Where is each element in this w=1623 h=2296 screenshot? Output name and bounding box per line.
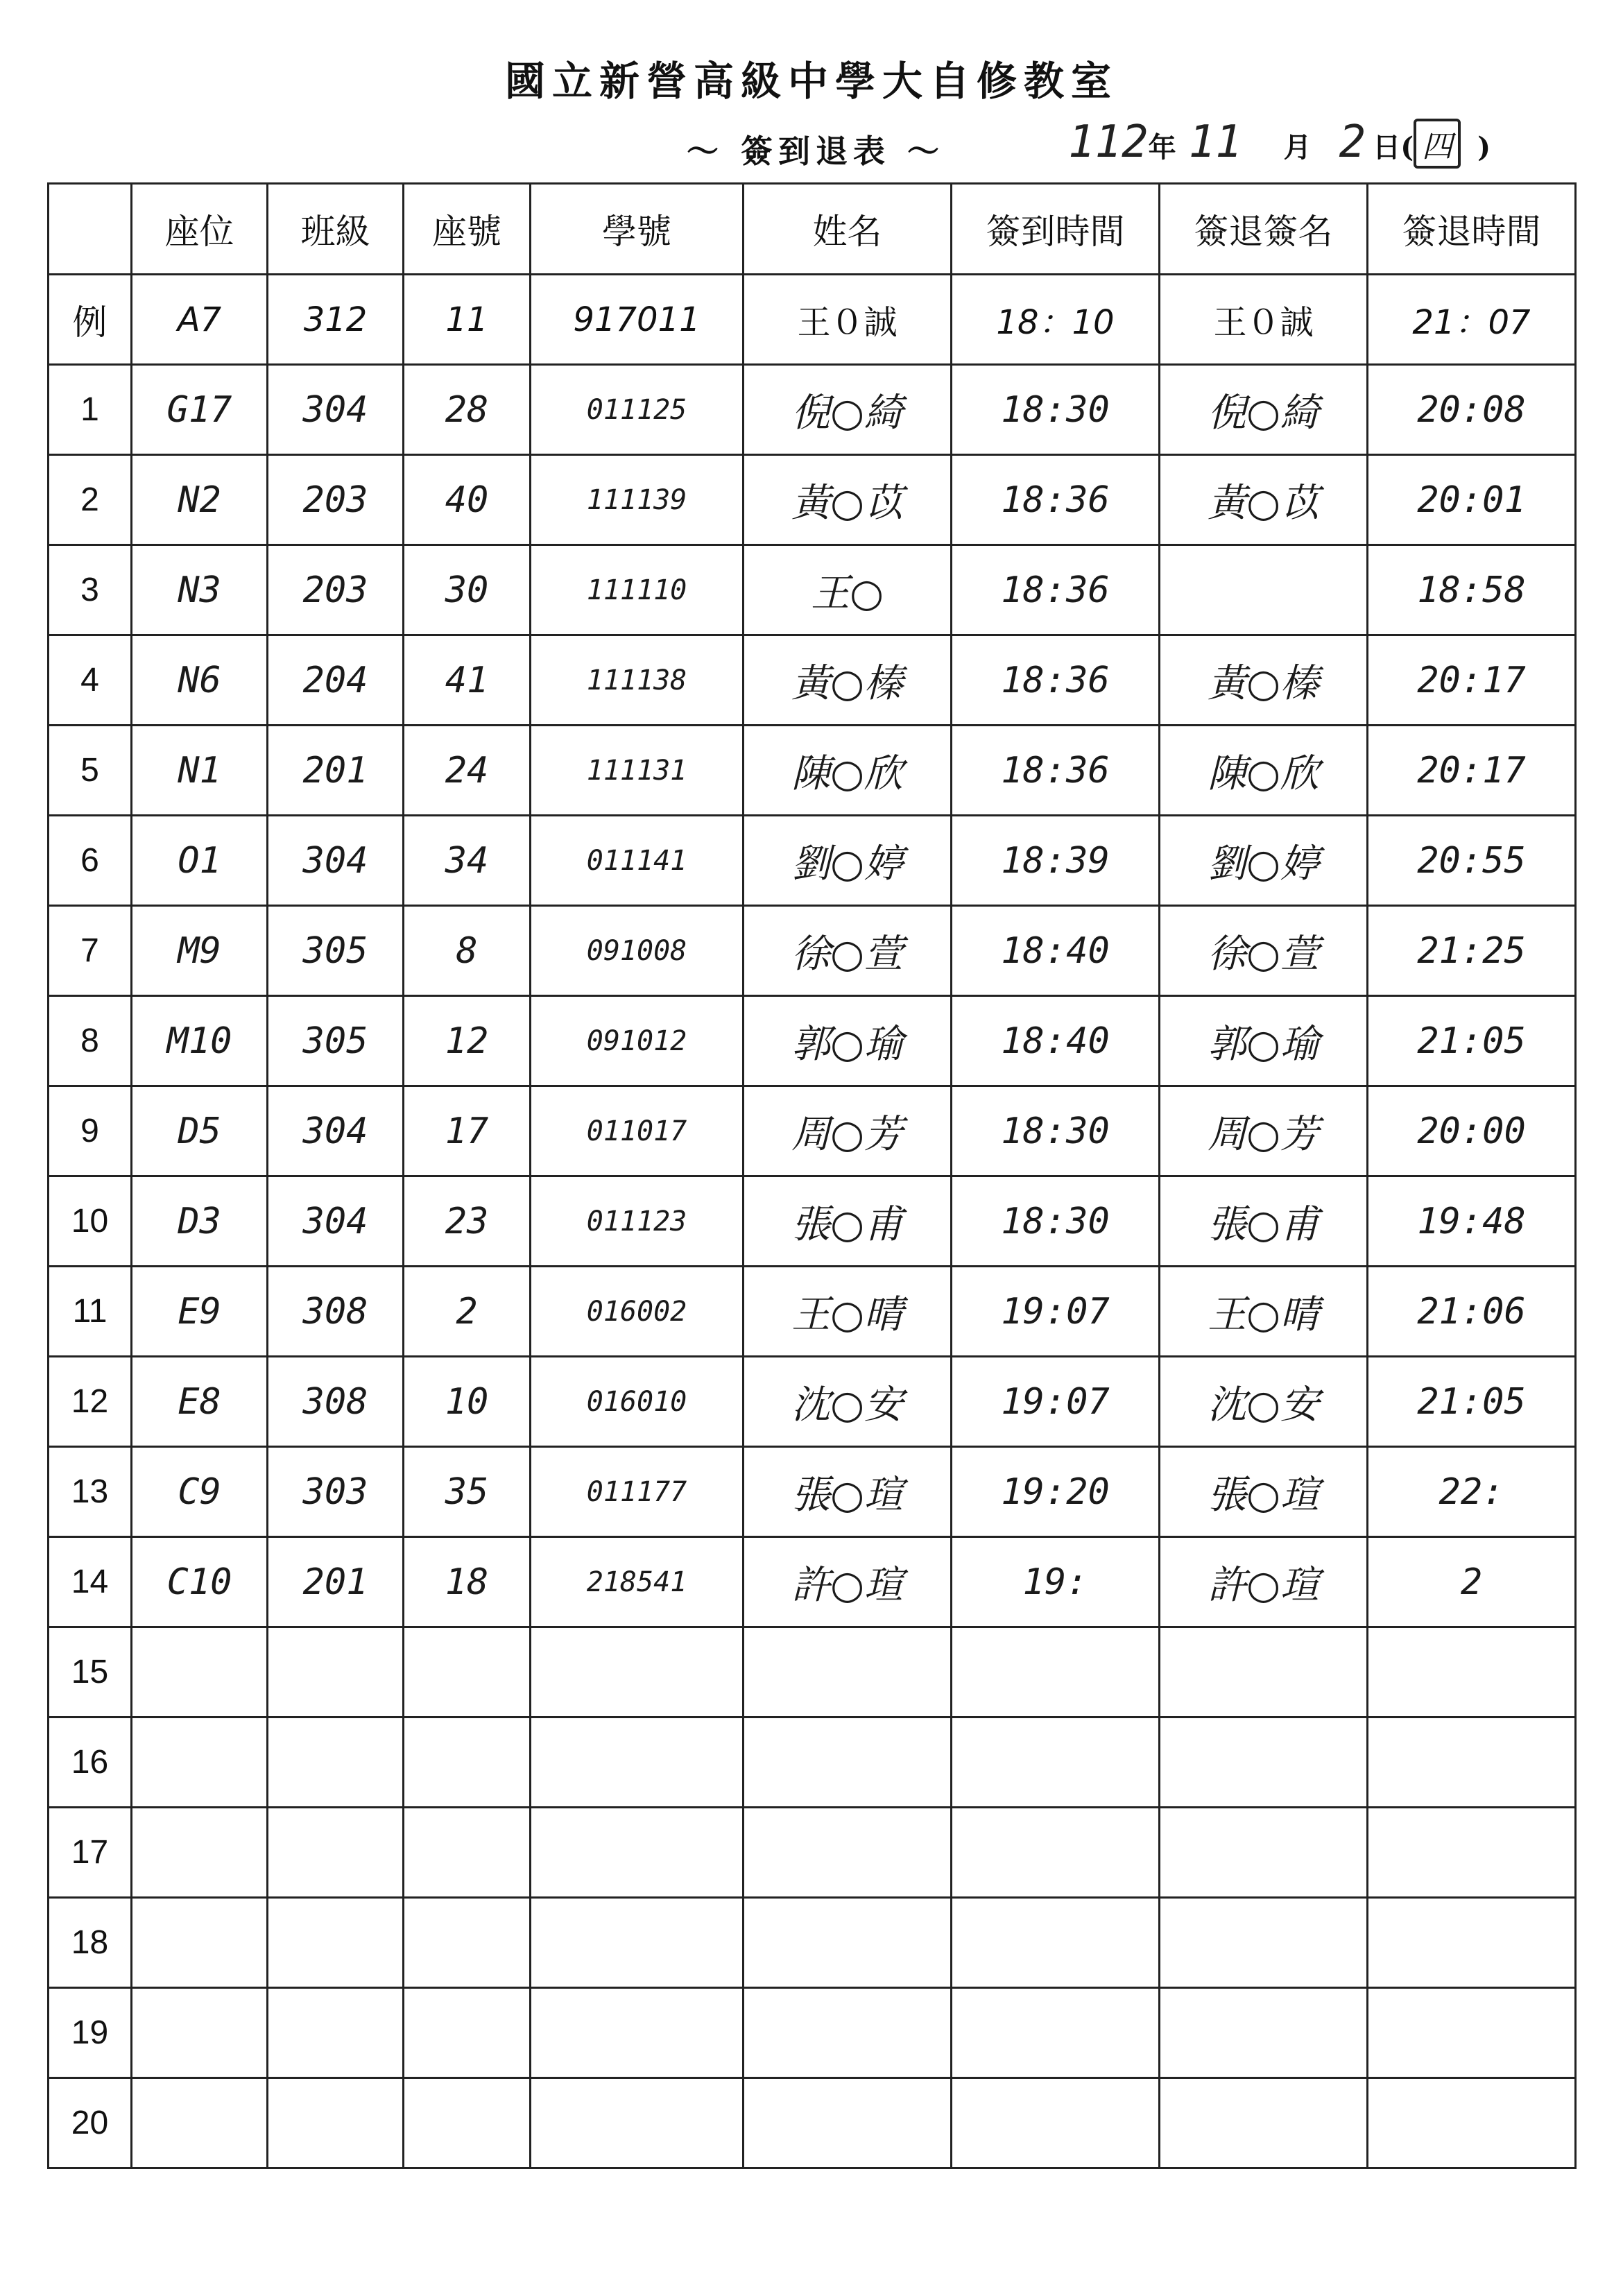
cell-sign-out-name: 張○甫 [1160, 1176, 1368, 1267]
table-row [49, 1357, 1576, 1447]
table-row [49, 816, 1576, 906]
row-number: 20 [49, 2078, 132, 2168]
row-number: 12 [49, 1357, 132, 1447]
cell-seat-no: 8 [404, 906, 531, 996]
table-row [49, 1898, 1576, 1988]
cell-name: 倪○綺 [744, 365, 952, 455]
cell-seat: N6 [132, 635, 268, 726]
cell-sign-out-time: 21:05 [1368, 1357, 1576, 1447]
cell-sign-out-time [1368, 1808, 1576, 1898]
cell-student-id [531, 1717, 744, 1808]
cell-seat-no: 28 [404, 365, 531, 455]
example-name: 王０誠 [744, 275, 952, 365]
cell-class: 204 [268, 635, 404, 726]
cell-sign-out-name: 許○瑄 [1160, 1537, 1368, 1627]
cell-sign-out-time: 20:17 [1368, 726, 1576, 816]
cell-sign-in-time: 18:40 [952, 906, 1160, 996]
page-subtitle: ～ 簽到退表 ～ [687, 132, 945, 170]
cell-seat-no: 24 [404, 726, 531, 816]
cell-name: 徐○萱 [744, 906, 952, 996]
cell-name: 王○晴 [744, 1267, 952, 1357]
cell-class: 304 [268, 816, 404, 906]
sign-in-table [47, 182, 1577, 2169]
cell-seat [132, 1717, 268, 1808]
table-row [49, 1717, 1576, 1808]
cell-student-id: 011125 [531, 365, 744, 455]
cell-seat-no [404, 1627, 531, 1717]
cell-seat-no [404, 1808, 531, 1898]
row-number: 10 [49, 1176, 132, 1267]
cell-seat-no: 30 [404, 545, 531, 635]
cell-seat: M10 [132, 996, 268, 1086]
table-header-row [49, 184, 1576, 275]
cell-sign-out-name: 劉○婷 [1160, 816, 1368, 906]
cell-seat-no: 17 [404, 1086, 531, 1176]
cell-sign-out-time: 2 [1368, 1537, 1576, 1627]
col-header-index [49, 184, 132, 275]
cell-seat: E9 [132, 1267, 268, 1357]
cell-sign-out-name: 徐○萱 [1160, 906, 1368, 996]
cell-name [744, 2078, 952, 2168]
cell-student-id: 011123 [531, 1176, 744, 1267]
cell-student-id: 016010 [531, 1357, 744, 1447]
table-row [49, 1627, 1576, 1717]
cell-name [744, 1898, 952, 1988]
cell-student-id [531, 1898, 744, 1988]
date-day-value: 2 [1339, 117, 1366, 168]
example-sign-out-name: 王０誠 [1160, 275, 1368, 365]
table-row [49, 2078, 1576, 2168]
cell-seat [132, 1627, 268, 1717]
cell-seat-no: 2 [404, 1267, 531, 1357]
cell-student-id: 011177 [531, 1447, 744, 1537]
row-number: 7 [49, 906, 132, 996]
table-row [49, 1988, 1576, 2078]
cell-student-id: 016002 [531, 1267, 744, 1357]
cell-seat-no: 10 [404, 1357, 531, 1447]
example-seat: A7 [132, 275, 268, 365]
cell-sign-out-name: 倪○綺 [1160, 365, 1368, 455]
cell-class: 201 [268, 1537, 404, 1627]
col-header-name: 姓名 [744, 184, 952, 275]
cell-class [268, 1808, 404, 1898]
cell-sign-out-name [1160, 1898, 1368, 1988]
cell-name [744, 1988, 952, 2078]
cell-sign-out-time [1368, 1898, 1576, 1988]
cell-seat-no: 23 [404, 1176, 531, 1267]
table-row [49, 455, 1576, 545]
cell-seat: N1 [132, 726, 268, 816]
cell-sign-in-time: 18:30 [952, 1086, 1160, 1176]
row-number: 6 [49, 816, 132, 906]
row-number: 1 [49, 365, 132, 455]
cell-class: 304 [268, 1086, 404, 1176]
cell-sign-out-time: 20:55 [1368, 816, 1576, 906]
cell-name: 陳○欣 [744, 726, 952, 816]
cell-class: 303 [268, 1447, 404, 1537]
table-row [49, 1537, 1576, 1627]
cell-seat: M9 [132, 906, 268, 996]
col-header-class: 班級 [268, 184, 404, 275]
cell-name [744, 1627, 952, 1717]
row-number: 2 [49, 455, 132, 545]
cell-sign-out-name: 周○芳 [1160, 1086, 1368, 1176]
date-line [1068, 117, 1491, 172]
cell-student-id [531, 2078, 744, 2168]
cell-sign-out-name [1160, 2078, 1368, 2168]
cell-sign-out-name: 王○晴 [1160, 1267, 1368, 1357]
cell-class [268, 1898, 404, 1988]
cell-student-id: 218541 [531, 1537, 744, 1627]
cell-sign-in-time: 18:36 [952, 726, 1160, 816]
cell-sign-in-time: 18:36 [952, 545, 1160, 635]
date-open-paren: ( [1400, 131, 1414, 164]
example-seat-no: 11 [404, 275, 531, 365]
cell-sign-in-time: 18:36 [952, 455, 1160, 545]
cell-sign-in-time: 18:36 [952, 635, 1160, 726]
cell-class: 304 [268, 365, 404, 455]
cell-class: 305 [268, 996, 404, 1086]
cell-sign-out-name: 黃○苡 [1160, 455, 1368, 545]
col-header-sign-out-time: 簽退時間 [1368, 184, 1576, 275]
cell-seat [132, 1808, 268, 1898]
row-number: 17 [49, 1808, 132, 1898]
cell-sign-in-time [952, 2078, 1160, 2168]
table-row [49, 545, 1576, 635]
cell-sign-in-time: 19:07 [952, 1357, 1160, 1447]
cell-student-id: 111139 [531, 455, 744, 545]
cell-student-id: 091008 [531, 906, 744, 996]
cell-class [268, 1717, 404, 1808]
cell-seat-no: 34 [404, 816, 531, 906]
cell-seat-no [404, 1988, 531, 2078]
cell-sign-in-time [952, 1898, 1160, 1988]
date-year-value: 112 [1068, 117, 1149, 168]
table-row [49, 365, 1576, 455]
cell-name: 許○瑄 [744, 1537, 952, 1627]
cell-sign-in-time: 19:07 [952, 1267, 1160, 1357]
table-row [49, 1086, 1576, 1176]
table-row [49, 635, 1576, 726]
table-row [49, 1176, 1576, 1267]
table-row [49, 1267, 1576, 1357]
cell-sign-in-time: 18:30 [952, 1176, 1160, 1267]
cell-sign-out-name [1160, 1988, 1368, 2078]
table-row [49, 726, 1576, 816]
cell-seat: D3 [132, 1176, 268, 1267]
cell-class: 203 [268, 455, 404, 545]
cell-name [744, 1717, 952, 1808]
cell-sign-out-name: 黃○榛 [1160, 635, 1368, 726]
cell-student-id: 111110 [531, 545, 744, 635]
cell-seat: G17 [132, 365, 268, 455]
cell-seat-no [404, 1717, 531, 1808]
cell-student-id [531, 1988, 744, 2078]
cell-sign-out-time [1368, 2078, 1576, 2168]
cell-name: 張○瑄 [744, 1447, 952, 1537]
row-number: 5 [49, 726, 132, 816]
cell-seat: N2 [132, 455, 268, 545]
cell-student-id: 011141 [531, 816, 744, 906]
table-row [49, 1808, 1576, 1898]
col-header-seat-no: 座號 [404, 184, 531, 275]
row-number: 9 [49, 1086, 132, 1176]
cell-sign-out-time: 20:17 [1368, 635, 1576, 726]
cell-class [268, 2078, 404, 2168]
cell-sign-in-time: 19: [952, 1537, 1160, 1627]
cell-seat-no: 40 [404, 455, 531, 545]
col-header-seat: 座位 [132, 184, 268, 275]
row-number: 8 [49, 996, 132, 1086]
example-sign-in-time: 18：10 [952, 275, 1160, 365]
cell-student-id: 111131 [531, 726, 744, 816]
cell-student-id: 091012 [531, 996, 744, 1086]
cell-name: 黃○榛 [744, 635, 952, 726]
cell-class: 308 [268, 1267, 404, 1357]
cell-sign-out-name [1160, 1627, 1368, 1717]
cell-name: 周○芳 [744, 1086, 952, 1176]
example-student-id: 917011 [531, 275, 744, 365]
cell-seat [132, 2078, 268, 2168]
cell-name [744, 1808, 952, 1898]
cell-sign-out-name: 沈○安 [1160, 1357, 1368, 1447]
cell-seat-no: 41 [404, 635, 531, 726]
cell-student-id: 111138 [531, 635, 744, 726]
cell-seat: C10 [132, 1537, 268, 1627]
cell-name: 黃○苡 [744, 455, 952, 545]
cell-sign-out-time: 20:00 [1368, 1086, 1576, 1176]
row-number: 3 [49, 545, 132, 635]
cell-seat: C9 [132, 1447, 268, 1537]
cell-sign-out-name: 陳○欣 [1160, 726, 1368, 816]
cell-sign-out-time: 18:58 [1368, 545, 1576, 635]
cell-student-id [531, 1808, 744, 1898]
cell-seat: O1 [132, 816, 268, 906]
cell-sign-in-time [952, 1808, 1160, 1898]
cell-sign-in-time: 18:40 [952, 996, 1160, 1086]
row-number: 19 [49, 1988, 132, 2078]
col-header-sign-in-time: 簽到時間 [952, 184, 1160, 275]
cell-sign-out-time: 20:01 [1368, 455, 1576, 545]
cell-sign-out-time: 21:06 [1368, 1267, 1576, 1357]
row-number: 15 [49, 1627, 132, 1717]
cell-name: 劉○婷 [744, 816, 952, 906]
date-day-label: 日 [1373, 131, 1401, 164]
cell-sign-in-time [952, 1627, 1160, 1717]
example-class: 312 [268, 275, 404, 365]
cell-sign-out-time [1368, 1717, 1576, 1808]
cell-class: 308 [268, 1357, 404, 1447]
cell-sign-out-time: 21:25 [1368, 906, 1576, 996]
date-month-value: 11 [1188, 117, 1242, 168]
cell-seat-no [404, 1898, 531, 1988]
cell-student-id [531, 1627, 744, 1717]
cell-sign-out-name: 郭○瑜 [1160, 996, 1368, 1086]
date-month-label: 月 [1283, 131, 1312, 164]
date-weekday-value: 四 [1414, 119, 1461, 169]
col-header-student-id: 學號 [531, 184, 744, 275]
cell-seat: N3 [132, 545, 268, 635]
cell-class: 201 [268, 726, 404, 816]
cell-sign-in-time [952, 1988, 1160, 2078]
cell-name: 王○ [744, 545, 952, 635]
table-row [49, 906, 1576, 996]
cell-seat-no: 18 [404, 1537, 531, 1627]
cell-seat-no: 12 [404, 996, 531, 1086]
cell-sign-out-name [1160, 1808, 1368, 1898]
cell-student-id: 011017 [531, 1086, 744, 1176]
cell-sign-out-time [1368, 1627, 1576, 1717]
cell-name: 張○甫 [744, 1176, 952, 1267]
cell-class [268, 1988, 404, 2078]
cell-sign-in-time: 18:39 [952, 816, 1160, 906]
row-number: 16 [49, 1717, 132, 1808]
cell-seat-no [404, 2078, 531, 2168]
cell-seat: D5 [132, 1086, 268, 1176]
cell-class: 304 [268, 1176, 404, 1267]
cell-sign-out-time [1368, 1988, 1576, 2078]
cell-sign-out-time: 22: [1368, 1447, 1576, 1537]
cell-class [268, 1627, 404, 1717]
cell-seat: E8 [132, 1357, 268, 1447]
cell-class: 305 [268, 906, 404, 996]
cell-sign-out-name [1160, 545, 1368, 635]
col-header-sign-out-name: 簽退簽名 [1160, 184, 1368, 275]
cell-seat-no: 35 [404, 1447, 531, 1537]
row-number: 4 [49, 635, 132, 726]
cell-sign-out-time: 21:05 [1368, 996, 1576, 1086]
page-title: 國立新營高級中學大自修教室 [504, 58, 1118, 105]
cell-sign-out-name: 張○瑄 [1160, 1447, 1368, 1537]
cell-sign-out-time: 19:48 [1368, 1176, 1576, 1267]
example-row [49, 275, 1576, 365]
row-number: 11 [49, 1267, 132, 1357]
example-label: 例 [49, 275, 132, 365]
cell-sign-out-time: 20:08 [1368, 365, 1576, 455]
cell-class: 203 [268, 545, 404, 635]
cell-seat [132, 1898, 268, 1988]
date-year-label: 年 [1148, 131, 1176, 164]
cell-sign-in-time: 18:30 [952, 365, 1160, 455]
row-number: 18 [49, 1898, 132, 1988]
cell-name: 沈○安 [744, 1357, 952, 1447]
cell-seat [132, 1988, 268, 2078]
cell-sign-out-name [1160, 1717, 1368, 1808]
example-sign-out-time: 21：07 [1368, 275, 1576, 365]
cell-name: 郭○瑜 [744, 996, 952, 1086]
table-row [49, 996, 1576, 1086]
date-close-paren: ) [1477, 131, 1491, 164]
table-row [49, 1447, 1576, 1537]
cell-sign-in-time [952, 1717, 1160, 1808]
cell-sign-in-time: 19:20 [952, 1447, 1160, 1537]
row-number: 13 [49, 1447, 132, 1537]
row-number: 14 [49, 1537, 132, 1627]
